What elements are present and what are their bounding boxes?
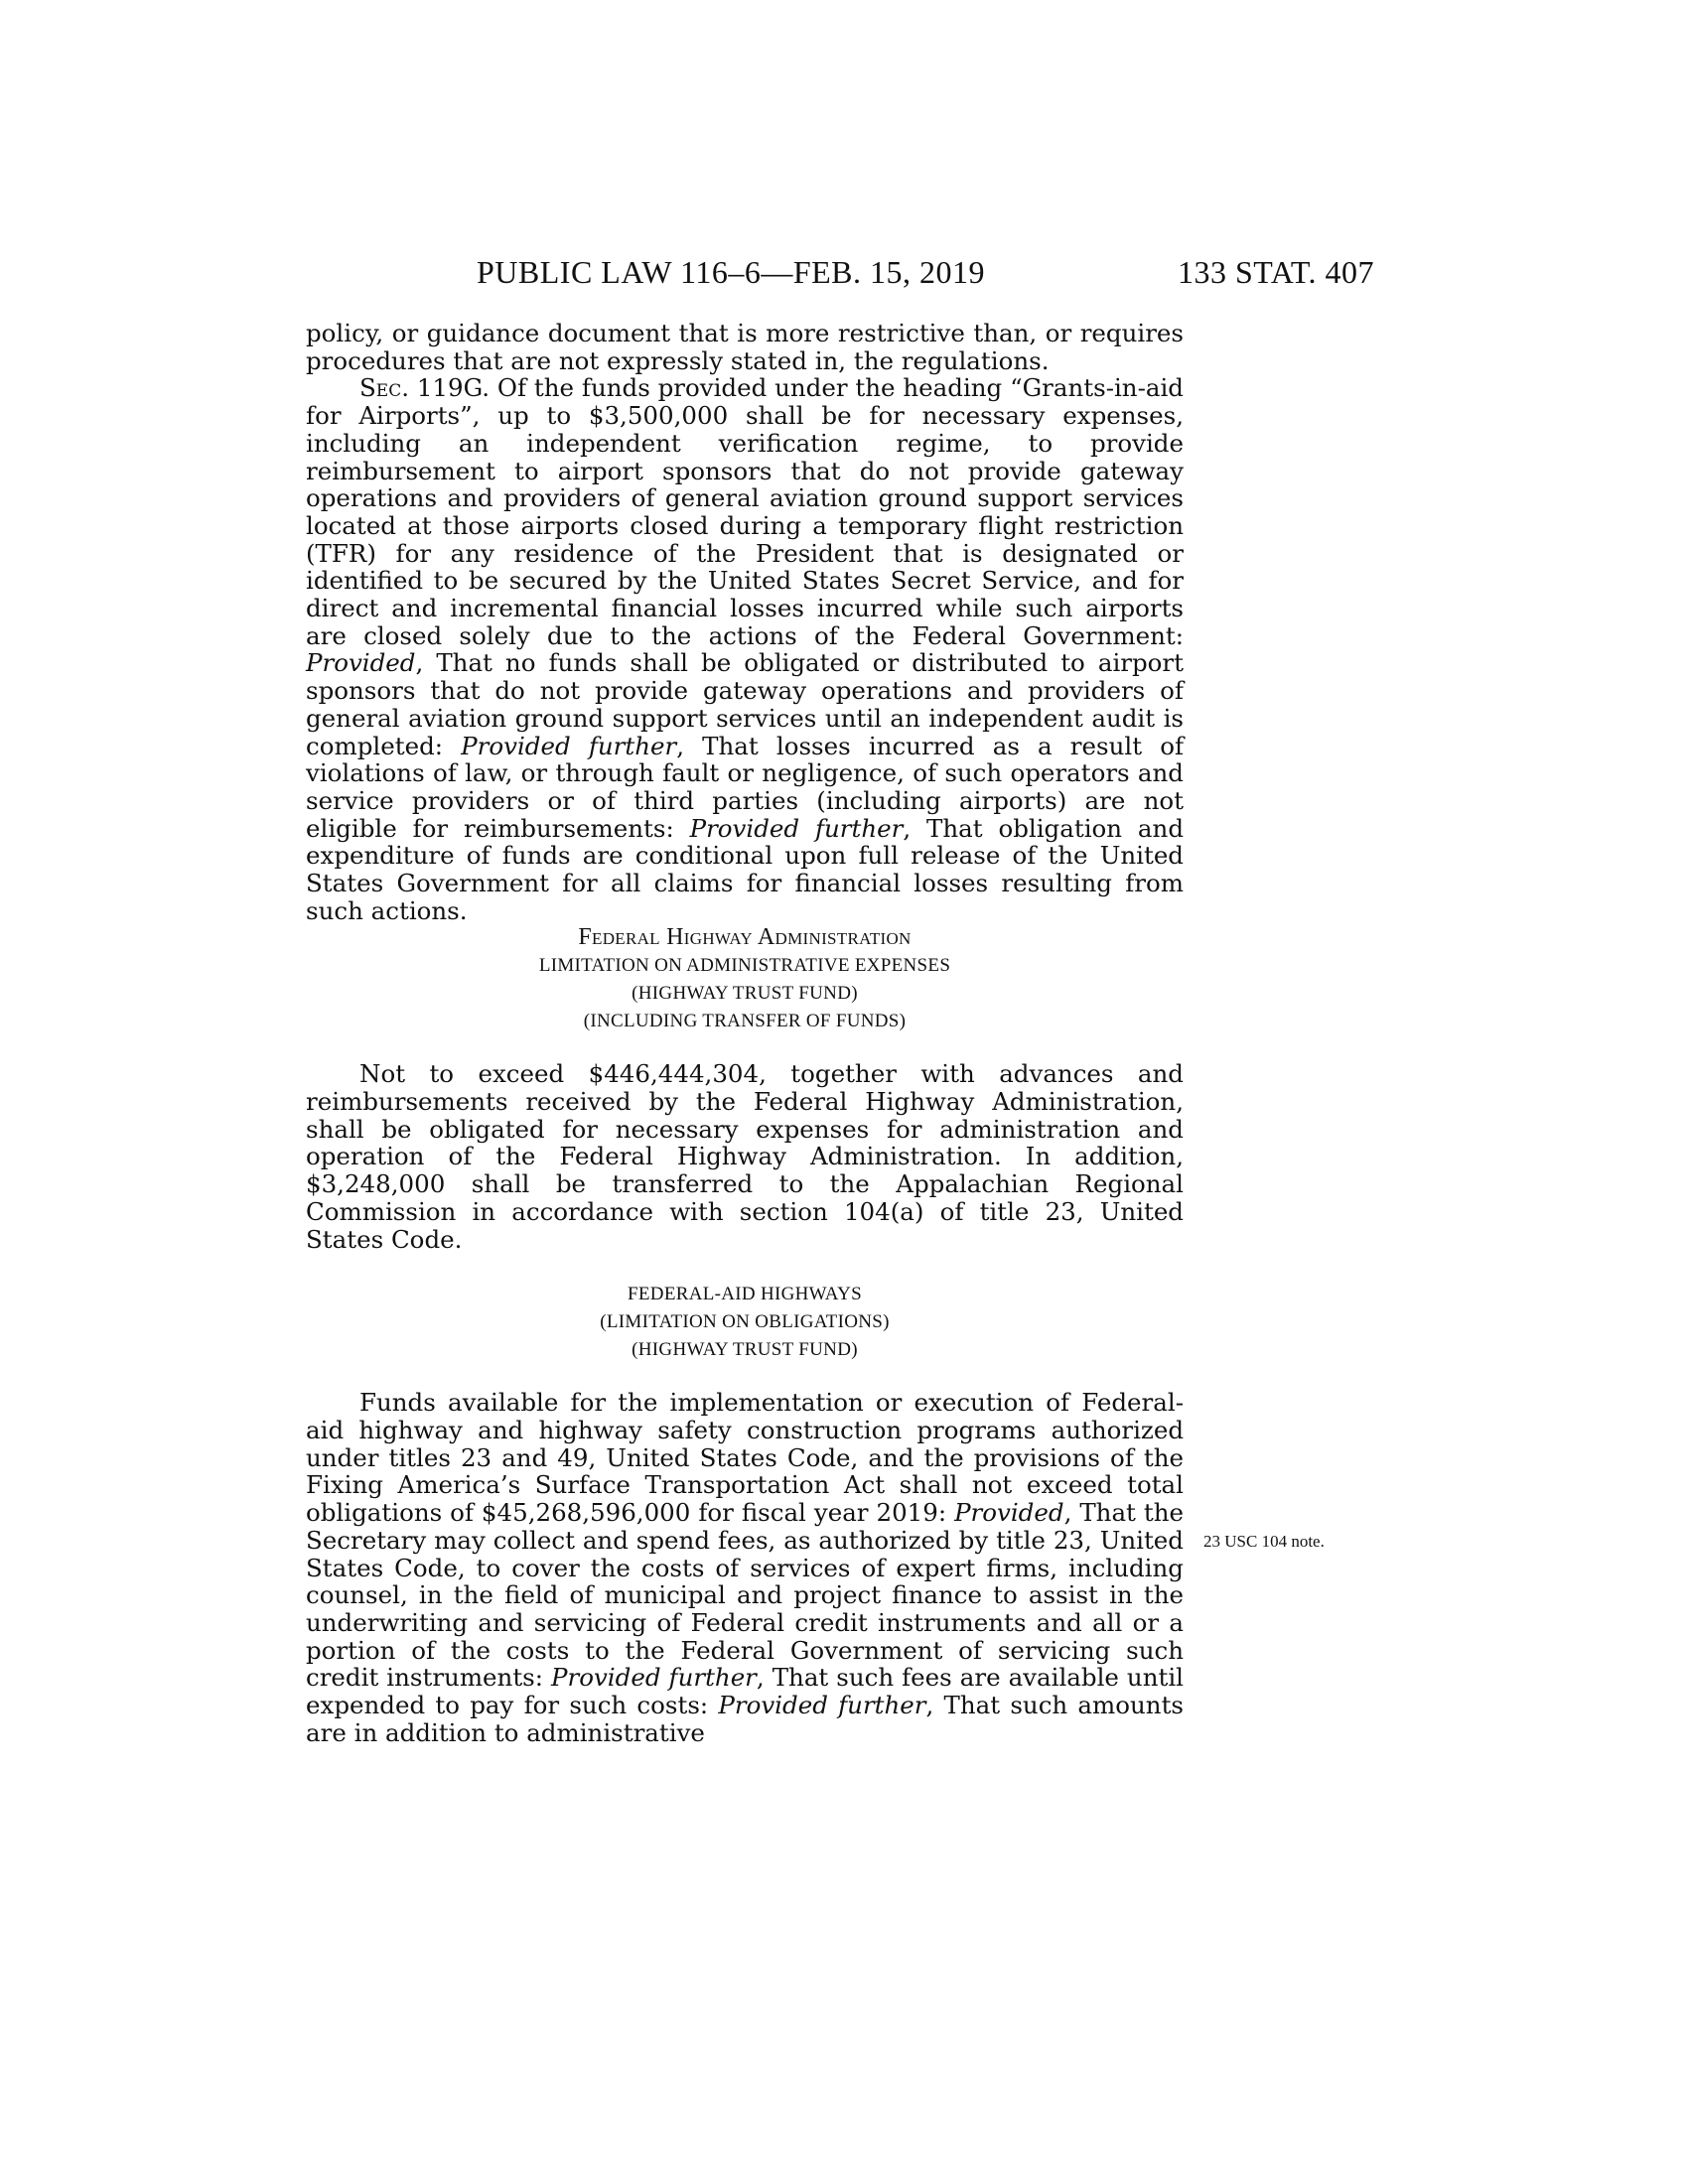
page-body [306, 320, 1184, 1746]
account-heading: FEDERAL-AID HIGHWAYS [628, 1284, 862, 1305]
text-run: 119G. Of the funds provided under the heading “Grants-in-aid for Airports”, up to $3,500,000 shall be for necessary expenses, including an independent verification regime, to provide reimbursement to airport sponsors that do not provide gateway operations and providers of general aviation ground support services located at those airports closed during a temporary flight restriction (TFR) for any residence of the President that is designated or identified to be secured by the United States Secret Service, and for direct and incremental financial losses incurred while such airports are closed solely due to the actions of the Federal Government: [306, 373, 1184, 650]
paragraph-continuation [306, 320, 1184, 374]
account-heading: LIMITATION ON ADMINISTRATIVE EXPENSES [538, 955, 951, 977]
text-run: , That no funds shall be obligated or distributed to airport sponsors that do not provide gateway operations and providers of general aviation ground support services until an independent audit is completed: [306, 648, 1184, 760]
agency-heading: Federal Highway Administration [578, 924, 912, 951]
proviso-italic: Provided further [461, 731, 677, 760]
paragraph-admin-expenses [306, 1060, 1184, 1253]
proviso-italic: Provided [306, 648, 416, 678]
text-run: , That such fees are available until expended to pay for such costs: [306, 1663, 1184, 1720]
text-run: , That obligation and expenditure of funds are conditional upon full release of the United States Government for all claims for financial losses resulting from such actions. [306, 813, 1185, 925]
statute-page-number: 133 STAT. 407 [1177, 254, 1374, 290]
text-run: Funds available for the implementation or execution of Federal-aid highway and highway safety construction programs authorized under titles 23 and 49, United States Code, and the provisions of the Fixing America’s Surface Transportation Act shall not exceed total obligations of $45,268,596,000 for fiscal year 2019: [306, 1388, 1184, 1528]
limitation-subheading: (LIMITATION ON OBLIGATIONS) [600, 1310, 890, 1332]
text-run: , That the Secretary may collect and spend fees, as authorized by title 23, United States Code, to cover the costs of services of expert firms, including counsel, in the field of municipal and project finance to assist in the underwriting and servicing of Federal credit instruments and all or a portion of the costs to the Federal Government of servicing such credit instruments: [306, 1498, 1184, 1693]
section-label: Sec. [359, 373, 409, 403]
proviso-italic: Provided further [689, 813, 904, 843]
margin-note: 23 USC 104 note. [1203, 1532, 1325, 1551]
proviso-italic: Provided further [718, 1691, 926, 1720]
text-run: , That such amounts are in addition to administrative [306, 1691, 1184, 1747]
paragraph-section-119g [306, 374, 1184, 924]
fund-subheading: (HIGHWAY TRUST FUND) [632, 1338, 858, 1360]
transfer-subheading: (INCLUDING TRANSFER OF FUNDS) [583, 1010, 907, 1031]
running-head-title: PUBLIC LAW 116–6—FEB. 15, 2019 [477, 254, 986, 290]
text-run: , That losses incurred as a result of violations of law, or through fault or negligence, of such operators and service providers or of third parties (including airports) are not eligible for reimbursements: [306, 731, 1185, 843]
paragraph-text: Not to exceed $446,444,304, together with advances and reimbursements received by the Federal Highway Administration, shall be obligated for necessary expenses for administration and operation of the Federal Highway Administration. In addition, $3,248,000 shall be transferred to the Appalachian Regional Commission in accordance with section 104(a) of title 23, United States Code. [306, 1059, 1184, 1254]
paragraph-federal-aid-highways [306, 1389, 1184, 1746]
fund-subheading: (HIGHWAY TRUST FUND) [632, 982, 858, 1004]
paragraph-text: policy, or guidance document that is more restrictive than, or requires procedures that are not expressly stated in, the regulations. [306, 319, 1184, 375]
proviso-italic: Provided [954, 1498, 1064, 1528]
proviso-italic: Provided further [551, 1663, 757, 1693]
